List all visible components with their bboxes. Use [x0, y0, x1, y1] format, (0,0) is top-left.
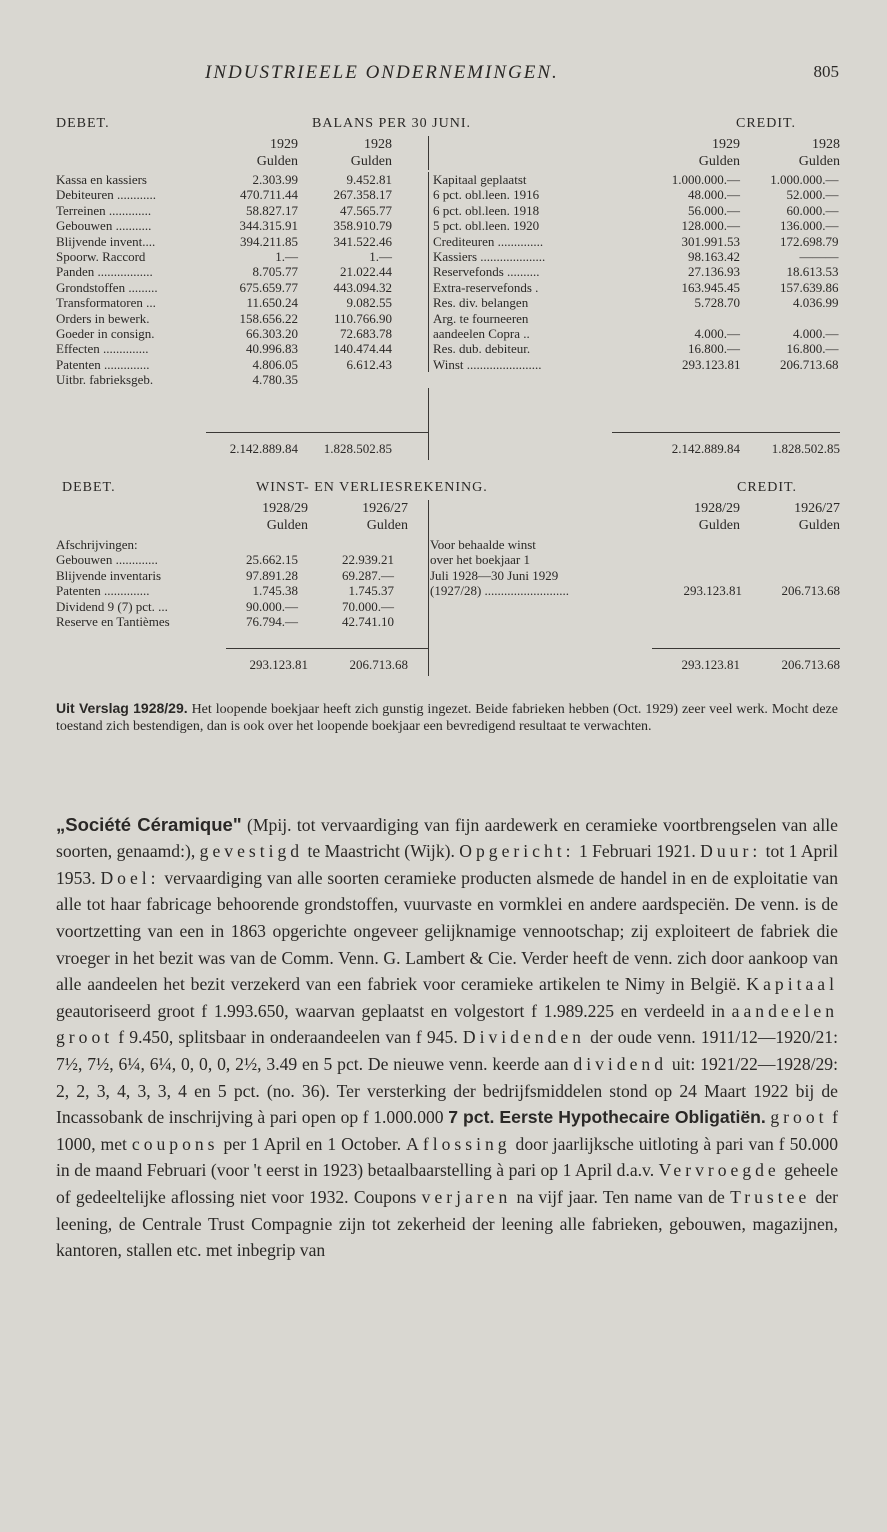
- row-label: Kassa en kassiers: [56, 172, 147, 187]
- row-value-y1929: 48.000.—: [688, 187, 740, 203]
- row-label: Reservefonds ..........: [429, 264, 627, 279]
- row-value-y1928: 9.452.81: [346, 172, 392, 187]
- row-value-y1929: 163.945.45: [681, 279, 740, 295]
- row-value-y1929: 2.303.99: [252, 172, 298, 187]
- keyword-vervroegde: Vervroegde: [658, 1160, 780, 1181]
- table-row: [56, 187, 392, 202]
- balance-credit-total-1928: 1.828.502.85: [771, 441, 840, 456]
- row-value-y1928: 52.000.—: [786, 187, 839, 203]
- row-label: 5 pct. obl.leen. 1920: [429, 218, 627, 233]
- row-label: Grondstoffen .........: [56, 279, 158, 295]
- table-row: [56, 372, 392, 387]
- row-value-y1929: [627, 311, 741, 326]
- row-value-a: 293.123.81: [683, 583, 742, 599]
- row-label: Spoorw. Raccord: [56, 249, 146, 265]
- row-value-y1929: 158.656.22: [239, 310, 298, 326]
- row-value-y1928: 47.565.77: [340, 202, 392, 218]
- table-row: [429, 203, 839, 218]
- balance-title: BALANS PER 30 JUNI.: [312, 116, 472, 131]
- row-value-y1928: 110.766.90: [333, 310, 392, 326]
- row-value-a: 97.891.28: [246, 567, 298, 583]
- pnl-col-b-right: 1926/27 Gulden: [794, 501, 840, 533]
- keyword-dividend: dividend: [573, 1053, 667, 1074]
- company-name: „Société Céramique": [56, 813, 242, 835]
- table-row: [429, 172, 839, 187]
- row-value-y1929: 56.000.—: [688, 202, 740, 218]
- row-value-y1929: 66.303.20: [246, 326, 298, 342]
- pnl-debit-total-b: 206.713.68: [349, 657, 408, 672]
- balance-debit-total-1928: 1.828.502.85: [323, 441, 392, 456]
- row-value-y1929: 40.996.83: [246, 341, 298, 357]
- running-title: INDUSTRIEELE ONDERNEMINGEN.: [205, 62, 559, 83]
- table-row: [430, 583, 840, 598]
- row-value-y1929: 27.136.93: [688, 264, 740, 280]
- table-row: [56, 280, 392, 295]
- row-value-b: 69.287.—: [342, 567, 394, 583]
- balance-credit-label: CREDIT.: [736, 116, 797, 131]
- balance-credit-table: [428, 172, 839, 372]
- row-value-b: 206.713.68: [781, 583, 840, 599]
- row-value-y1928: 157.639.86: [780, 279, 839, 295]
- row-value-y1929: 98.163.42: [688, 249, 740, 265]
- row-value-y1928: 72.683.78: [340, 326, 392, 342]
- row-label: Uitbr. fabrieksgeb.: [56, 372, 154, 388]
- row-label: Arg. te fourneeren: [429, 311, 627, 326]
- row-value-y1928: 443.094.32: [333, 279, 392, 295]
- row-value-y1928: 60.000.—: [786, 202, 839, 218]
- table-row: [56, 264, 392, 279]
- row-value-y1929: 344.315.91: [239, 218, 298, 234]
- table-row: [429, 357, 839, 372]
- table-row: [56, 311, 392, 326]
- pnl-credit-total-b: 206.713.68: [781, 657, 840, 672]
- table-row: [56, 234, 392, 249]
- balance-col-1929-left: 1929 Gulden: [256, 137, 298, 169]
- row-label: Goeder in consign.: [56, 326, 155, 342]
- row-value-y1929: 16.800.—: [688, 341, 740, 357]
- row-value-y1929: 301.991.53: [681, 233, 740, 249]
- row-value-y1929: 1.000.000.—: [671, 172, 740, 187]
- keyword-trustee: Trustee: [730, 1186, 811, 1207]
- balance-debit-total-rule: [206, 432, 428, 433]
- row-value-y1928: ———: [799, 249, 839, 265]
- table-row: [429, 187, 839, 202]
- table-row: [430, 537, 840, 552]
- row-value-y1929: 4.000.—: [694, 326, 740, 342]
- row-value-b: 70.000.—: [342, 598, 394, 614]
- row-value-a: [632, 568, 742, 583]
- report-lead: Uit Verslag 1928/29.: [56, 700, 188, 716]
- row-label: Blijvende inventaris: [56, 567, 162, 583]
- row-value-y1929: 1.—: [275, 249, 298, 265]
- table-row: [56, 552, 394, 567]
- row-value-b: [742, 552, 840, 567]
- row-label: Winst .......................: [429, 357, 627, 372]
- row-value-y1928: 9.082.55: [346, 295, 392, 311]
- table-row: [430, 568, 840, 583]
- row-value-b: 22.939.21: [342, 552, 394, 568]
- row-value-y1928: 172.698.79: [780, 233, 839, 249]
- row-value-y1929: 5.728.70: [694, 295, 740, 311]
- row-label: Gebouwen ...........: [56, 218, 152, 234]
- pnl-col-a-left: 1928/29 Gulden: [262, 501, 308, 533]
- table-row: [56, 341, 392, 356]
- row-value-a: 90.000.—: [246, 598, 298, 614]
- row-value-b: [298, 537, 394, 552]
- row-value-y1929: 8.705.77: [252, 264, 298, 280]
- table-row: [56, 583, 394, 598]
- row-label: Orders in bewerk.: [56, 310, 150, 326]
- pnl-col-b-left: 1926/27 Gulden: [362, 501, 408, 533]
- row-value-y1928: [298, 372, 392, 387]
- row-label: Afschrijvingen:: [56, 537, 138, 552]
- balance-debit-total-1929: 2.142.889.84: [229, 441, 298, 456]
- table-row: [56, 568, 394, 583]
- row-value-y1928: 16.800.—: [786, 341, 839, 357]
- row-label: 6 pct. obl.leen. 1916: [429, 187, 627, 202]
- table-row: [429, 264, 839, 279]
- running-head: [0, 62, 887, 86]
- table-row: [429, 280, 839, 295]
- row-value-y1929: 470.711.44: [239, 187, 298, 203]
- row-label: Dividend 9 (7) pct. ...: [56, 598, 168, 614]
- balance-center-rule-bottom: [428, 388, 429, 460]
- table-row: [56, 537, 394, 552]
- row-value-y1928: 4.000.—: [793, 326, 839, 342]
- table-row: [429, 341, 839, 356]
- keyword-verjaren: verjaren: [421, 1186, 512, 1207]
- table-row: [56, 357, 392, 372]
- pnl-debit-total-a: 293.123.81: [249, 657, 308, 672]
- row-label: Juli 1928—30 Juni 1929: [430, 567, 559, 583]
- keyword-duur: Duur:: [700, 841, 762, 862]
- table-row: [429, 295, 839, 310]
- row-value-y1929: 394.211.85: [239, 233, 298, 249]
- keyword-aflossing: Aflossing: [406, 1133, 511, 1154]
- balance-center-rule-top: [428, 136, 429, 170]
- row-label: Res. div. belangen: [429, 295, 627, 310]
- pnl-debet-label: DEBET.: [62, 480, 116, 495]
- pnl-credit-total-rule: [652, 648, 840, 649]
- row-value-y1928: 1.—: [369, 249, 392, 265]
- row-value-y1928: [741, 311, 839, 326]
- pnl-debit-total-rule: [226, 648, 428, 649]
- row-label: Res. dub. debiteur.: [429, 341, 627, 356]
- table-row: [56, 614, 394, 629]
- keyword-gevestigd: gevestigd: [199, 841, 304, 862]
- table-row: [429, 234, 839, 249]
- keyword-groot: groot: [770, 1107, 828, 1128]
- row-value-y1928: 21.022.44: [340, 264, 392, 280]
- row-label: Debiteuren ............: [56, 187, 157, 203]
- pnl-credit-total-a: 293.123.81: [681, 657, 740, 672]
- company-entry: „Société Céramique" (Mpij. tot vervaardiging van fijn aardewerk en ceramieke voortbrengselen van alle soorten, genaamd:), gevestigd te Maastricht (Wijk). Opgericht: 1 Februari 1921. Duur: tot 1 April 1953. Doel: vervaardiging van alle soorten ceramieke producten alsmede de handel in en de exploitatie van alle tot haar fabricage behoorende grondstoffen, vuurvaste en vormklei en andere aardspeciën. De venn. is de voortzetting van een in 1863 opgerichte ongeveer gelijknamige vennootschap; zij exploiteert de fabriek die vroeger in het bezit was van de Comm. Venn. G. Lambert & Cie. Verder heeft de venn. zich door aankoop van alle aandeelen het bezit verzekerd van een fabriek voor ceramieke artikelen te Nimy in België. Kapitaal geautoriseerd groot f 1.993.650, waarvan geplaatst en volgestort f 1.989.225 en verdeeld in aandeelen groot f 9.450, splitsbaar in onderaandeelen van f 945. Dividenden der oude venn. 1911/12—1920/21: 7½, 7½, 6¼, 6¼, 0, 0, 0, 2½, 3.49 en 5 pct. De nieuwe venn. keerde aan dividend uit: 1921/22—1928/29: 2, 2, 3, 4, 3, 3, 4 en 5 pct. (no. 36). Ter versterking der bedrijfsmiddelen stond op 24 Maart 1922 bij de Incassobank de inschrijving à pari open op f 1.000.000 7 pct. Eerste Hypothecaire Obligatiën. groot f 1000, met coupons per 1 April en 1 October. Aflossing door jaarlijksche uitloting à pari van f 50.000 in de maand Februari (voor 't eerst in 1923) betaalbaarstelling à pari op 1 April d.a.v. Vervroegde geheele of gedeeltelijke aflossing niet voor 1932. Coupons verjaren na vijf jaar. Ten name van de Trustee der leening, de Centrale Trust Compagnie zijn tot zekerheid der leening alle fabrieken, gebouwen, magazijnen, kantoren, stallen etc. met inbegrip van: [56, 813, 839, 1261]
- row-label: Gebouwen .............: [56, 552, 158, 568]
- table-row: [56, 203, 392, 218]
- row-label: Blijvende invent....: [56, 233, 156, 249]
- balance-credit-total-rule: [612, 432, 840, 433]
- pnl-center-rule: [428, 500, 429, 676]
- pnl-title: WINST- EN VERLIESREKENING.: [256, 480, 488, 495]
- row-label: 6 pct. obl.leen. 1918: [429, 203, 627, 218]
- row-label: Kapitaal geplaatst: [429, 172, 627, 187]
- row-value-y1928: 4.036.99: [793, 295, 839, 311]
- balance-debet-label: DEBET.: [56, 116, 110, 131]
- row-value-a: 1.745.38: [252, 583, 298, 599]
- table-row: [429, 218, 839, 233]
- row-value-b: 1.745.37: [348, 583, 394, 599]
- row-value-y1929: 4.806.05: [252, 356, 298, 372]
- row-value-y1929: 58.827.17: [246, 202, 298, 218]
- row-label: Crediteuren ..............: [429, 234, 627, 249]
- row-value-y1928: 358.910.79: [333, 218, 392, 234]
- table-row: [56, 326, 392, 341]
- pnl-credit-label: CREDIT.: [737, 480, 798, 495]
- keyword-obligatien: 7 pct. Eerste Hypothecaire Obligatiën.: [448, 1107, 766, 1128]
- row-label: Patenten ..............: [56, 356, 150, 372]
- row-value-y1928: 1.000.000.—: [770, 172, 839, 187]
- row-value-y1928: 6.612.43: [346, 356, 392, 372]
- pnl-debit-table: [56, 537, 394, 629]
- row-label: aandeelen Copra ..: [429, 326, 627, 341]
- report-text: Het loopende boekjaar heeft zich gunstig ingezet. Beide fabrieken hebben (Oct. 1929) zeer veel werk. Mocht deze toestand zich bestendigen, dan is ook over het loopende boekjaar een bevredigend resultaat te verwachten.: [56, 702, 838, 734]
- row-value-a: [632, 537, 742, 552]
- table-row: [56, 249, 392, 264]
- table-row: [429, 249, 839, 264]
- row-value-a: [202, 537, 298, 552]
- table-row: [56, 172, 392, 187]
- row-label: Patenten ..............: [56, 583, 150, 599]
- row-label: Terreinen .............: [56, 202, 152, 218]
- row-value-y1928: 267.358.17: [333, 187, 392, 203]
- row-value-y1929: 675.659.77: [239, 279, 298, 295]
- keyword-kapitaal: Kapitaal: [746, 974, 838, 995]
- row-label: Effecten ..............: [56, 341, 149, 357]
- row-value-y1928: 18.613.53: [786, 264, 839, 280]
- keyword-coupons: coupons: [131, 1133, 219, 1154]
- keyword-doel: Doel:: [100, 867, 160, 888]
- keyword-opgericht: Opgericht:: [459, 841, 575, 862]
- table-row: [56, 599, 394, 614]
- table-row: [56, 295, 392, 310]
- row-value-b: [742, 568, 840, 583]
- row-value-y1928: 136.000.—: [780, 218, 839, 234]
- table-row: [429, 326, 839, 341]
- pnl-credit-table: [430, 537, 840, 599]
- row-value-a: 76.794.—: [246, 614, 298, 630]
- row-label: Panden .................: [56, 264, 153, 280]
- balance-col-1928-right: 1928 Gulden: [798, 137, 840, 169]
- table-row: [429, 311, 839, 326]
- pnl-col-a-right: 1928/29 Gulden: [694, 501, 740, 533]
- row-label: (1927/28) ..........................: [430, 583, 570, 599]
- row-value-a: [632, 552, 742, 567]
- row-value-y1928: 206.713.68: [780, 356, 839, 372]
- balance-col-1928-left: 1928 Gulden: [350, 137, 392, 169]
- table-row: [430, 552, 840, 567]
- table-row: [56, 218, 392, 233]
- row-label: Voor behaalde winst: [430, 537, 536, 552]
- row-value-y1929: 293.123.81: [682, 356, 741, 372]
- keyword-aandeelen: aandeelen groot: [56, 1000, 838, 1048]
- row-value-y1929: 11.650.24: [246, 295, 298, 311]
- balance-credit-total-1929: 2.142.889.84: [671, 441, 740, 456]
- row-label: Transformatoren ...: [56, 295, 156, 311]
- row-label: over het boekjaar 1: [430, 552, 530, 568]
- row-label: Reserve en Tantièmes: [56, 614, 170, 630]
- row-value-y1929: 4.780.35: [252, 372, 298, 388]
- balance-col-1929-right: 1929 Gulden: [698, 137, 740, 169]
- row-value-b: [742, 537, 840, 552]
- row-label: Kassiers ....................: [429, 249, 627, 264]
- row-label: Extra-reservefonds .: [429, 280, 627, 295]
- row-value-y1929: 128.000.—: [681, 218, 740, 234]
- row-value-y1928: 140.474.44: [333, 341, 392, 357]
- row-value-y1928: 341.522.46: [333, 233, 392, 249]
- row-value-a: 25.662.15: [246, 552, 298, 568]
- annual-report-note: [56, 700, 838, 735]
- balance-debit-table: [56, 172, 392, 388]
- keyword-dividenden: Dividenden: [462, 1027, 585, 1048]
- page-number: 805: [813, 62, 839, 81]
- row-value-b: 42.741.10: [342, 614, 394, 630]
